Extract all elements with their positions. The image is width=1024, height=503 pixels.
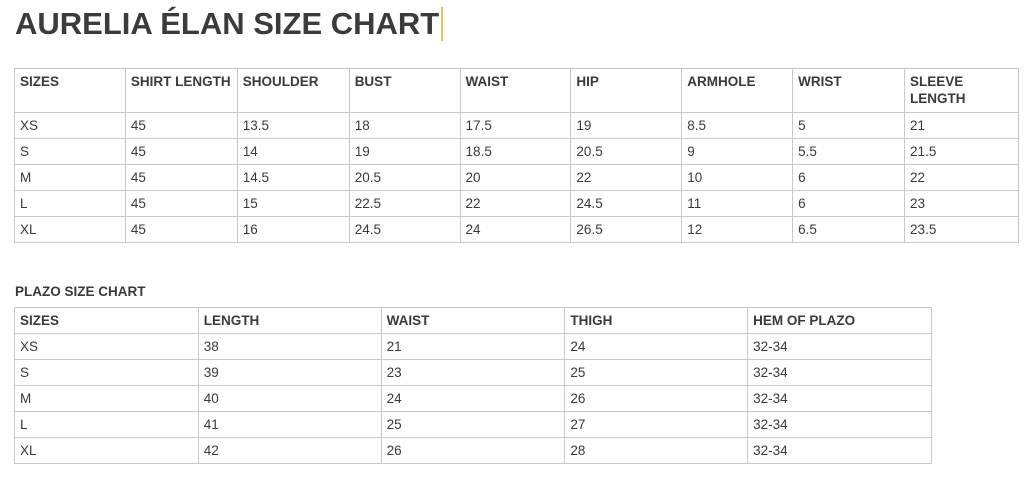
table-cell: 24 bbox=[381, 386, 565, 412]
table-cell: 22 bbox=[460, 191, 571, 217]
table-cell: XS bbox=[15, 113, 126, 139]
table-row bbox=[15, 191, 1019, 217]
table-cell: 38 bbox=[198, 334, 381, 360]
table-cell: 11 bbox=[682, 191, 793, 217]
table-cell: 25 bbox=[381, 412, 565, 438]
table-cell: 21 bbox=[381, 334, 565, 360]
table-cell: 24.5 bbox=[571, 191, 682, 217]
table-row bbox=[15, 139, 1019, 165]
table-cell: M bbox=[15, 386, 199, 412]
column-header: ARMHOLE bbox=[682, 69, 793, 113]
column-header: LENGTH bbox=[198, 308, 381, 334]
table-cell: 22 bbox=[571, 165, 682, 191]
table-cell: 17.5 bbox=[460, 113, 571, 139]
table-cell: 5 bbox=[793, 113, 905, 139]
table-cell: L bbox=[15, 412, 199, 438]
table-row bbox=[15, 165, 1019, 191]
table-row bbox=[15, 113, 1019, 139]
shirt-header-row bbox=[15, 69, 1019, 113]
table-cell: 23 bbox=[381, 360, 565, 386]
table-cell: 18.5 bbox=[460, 139, 571, 165]
table-cell: 45 bbox=[125, 139, 237, 165]
column-header: SLEEVE LENGTH bbox=[905, 69, 1019, 113]
table-row bbox=[15, 360, 932, 386]
table-cell: 26 bbox=[381, 438, 565, 464]
table-cell: 19 bbox=[349, 139, 460, 165]
table-cell: 6.5 bbox=[793, 217, 905, 243]
table-cell: 15 bbox=[237, 191, 349, 217]
table-cell: 24 bbox=[565, 334, 748, 360]
table-cell: 8.5 bbox=[682, 113, 793, 139]
table-row bbox=[15, 217, 1019, 243]
column-header: SHOULDER bbox=[237, 69, 349, 113]
table-cell: 5.5 bbox=[793, 139, 905, 165]
table-cell: 22 bbox=[905, 165, 1019, 191]
table-cell: 32-34 bbox=[748, 438, 932, 464]
table-cell: 23.5 bbox=[905, 217, 1019, 243]
table-cell: 20.5 bbox=[349, 165, 460, 191]
shirt-table-body bbox=[15, 113, 1019, 243]
table-cell: 14.5 bbox=[237, 165, 349, 191]
plazo-table-body bbox=[15, 334, 932, 464]
table-cell: 45 bbox=[125, 165, 237, 191]
table-cell: 9 bbox=[682, 139, 793, 165]
plazo-table-header bbox=[15, 308, 932, 334]
table-cell: 32-34 bbox=[748, 360, 932, 386]
table-row bbox=[15, 334, 932, 360]
table-cell: 26.5 bbox=[571, 217, 682, 243]
table-cell: 21.5 bbox=[905, 139, 1019, 165]
table-cell: 10 bbox=[682, 165, 793, 191]
table-cell: 42 bbox=[198, 438, 381, 464]
page-title-text: AURELIA ÉLAN SIZE CHART bbox=[15, 6, 440, 41]
table-cell: 23 bbox=[905, 191, 1019, 217]
table-cell: 25 bbox=[565, 360, 748, 386]
table-cell: 41 bbox=[198, 412, 381, 438]
table-cell: 12 bbox=[682, 217, 793, 243]
table-cell: 14 bbox=[237, 139, 349, 165]
page-title bbox=[15, 6, 443, 42]
table-cell: 20.5 bbox=[571, 139, 682, 165]
plazo-size-table bbox=[14, 307, 932, 464]
column-header: HIP bbox=[571, 69, 682, 113]
table-cell: 6 bbox=[793, 165, 905, 191]
plazo-chart-title: PLAZO SIZE CHART bbox=[15, 284, 146, 299]
table-cell: XS bbox=[15, 334, 199, 360]
column-header: SIZES bbox=[15, 308, 199, 334]
column-header: THIGH bbox=[565, 308, 748, 334]
shirt-table-header bbox=[15, 69, 1019, 113]
table-cell: 21 bbox=[905, 113, 1019, 139]
table-cell: 40 bbox=[198, 386, 381, 412]
column-header: WAIST bbox=[381, 308, 565, 334]
table-cell: 45 bbox=[125, 113, 237, 139]
table-cell: S bbox=[15, 139, 126, 165]
plazo-header-row bbox=[15, 308, 932, 334]
shirt-size-table bbox=[14, 68, 1019, 243]
table-cell: 32-34 bbox=[748, 334, 932, 360]
table-cell: 16 bbox=[237, 217, 349, 243]
table-cell: 32-34 bbox=[748, 386, 932, 412]
table-cell: 24 bbox=[460, 217, 571, 243]
table-row bbox=[15, 386, 932, 412]
table-cell: M bbox=[15, 165, 126, 191]
column-header: HEM OF PLAZO bbox=[748, 308, 932, 334]
table-cell: 28 bbox=[565, 438, 748, 464]
table-cell: 45 bbox=[125, 191, 237, 217]
table-row bbox=[15, 412, 932, 438]
table-row bbox=[15, 438, 932, 464]
column-header: WAIST bbox=[460, 69, 571, 113]
table-cell: 45 bbox=[125, 217, 237, 243]
text-cursor bbox=[441, 7, 443, 41]
table-cell: 20 bbox=[460, 165, 571, 191]
table-cell: 22.5 bbox=[349, 191, 460, 217]
column-header: SIZES bbox=[15, 69, 126, 113]
table-cell: 13.5 bbox=[237, 113, 349, 139]
table-cell: 18 bbox=[349, 113, 460, 139]
table-cell: XL bbox=[15, 438, 199, 464]
table-cell: 27 bbox=[565, 412, 748, 438]
column-header: BUST bbox=[349, 69, 460, 113]
column-header: WRIST bbox=[793, 69, 905, 113]
table-cell: 19 bbox=[571, 113, 682, 139]
table-cell: XL bbox=[15, 217, 126, 243]
table-cell: 24.5 bbox=[349, 217, 460, 243]
table-cell: 32-34 bbox=[748, 412, 932, 438]
table-cell: 26 bbox=[565, 386, 748, 412]
table-cell: S bbox=[15, 360, 199, 386]
table-cell: 6 bbox=[793, 191, 905, 217]
column-header: SHIRT LENGTH bbox=[125, 69, 237, 113]
table-cell: 39 bbox=[198, 360, 381, 386]
table-cell: L bbox=[15, 191, 126, 217]
